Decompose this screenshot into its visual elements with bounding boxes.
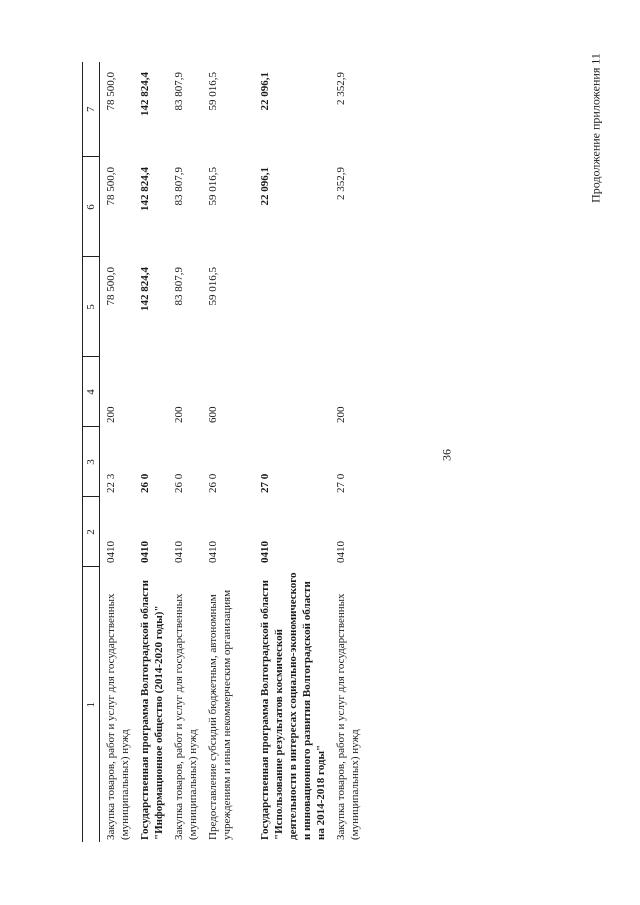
header-cell: 1 [83, 567, 100, 842]
page-number: 36 [439, 449, 454, 461]
row-program: 27 0 [335, 473, 347, 493]
row-section: 0410 [173, 541, 185, 563]
row-amount-col7: 83 807,9 [173, 72, 185, 111]
spacer-cell [236, 62, 254, 842]
row-program: 26 0 [139, 473, 151, 493]
row-amount-col6: 2 352,9 [335, 167, 347, 200]
header-cell: 6 [83, 157, 100, 257]
row-expense-type [254, 357, 330, 427]
header-cell: 7 [83, 62, 100, 157]
row-expense-type: 200 [105, 406, 117, 423]
row-amount-col5: 142 824,4 [139, 267, 151, 311]
table-row [254, 62, 330, 842]
row-amount-col6: 78 500,0 [105, 167, 117, 206]
table-row [134, 62, 168, 842]
header-row [83, 62, 100, 842]
row-amount-col6: 142 824,4 [139, 167, 151, 211]
row-amount-col5 [330, 257, 364, 357]
table-row [168, 62, 202, 842]
row-program: 22 3 [105, 473, 117, 493]
table-row [202, 62, 236, 842]
row-name: Закупка товаров, работ и услуг для государственных (муниципальных) нужд [173, 593, 199, 840]
row-name: Предоставление субсидий бюджетным, автономным учреждениям и иным некоммерческим организациям [207, 589, 233, 840]
row-program: 26 0 [173, 473, 185, 493]
row-amount-col7: 2 352,9 [335, 72, 347, 105]
header-cell: 2 [83, 497, 100, 567]
header-cell: 4 [83, 357, 100, 427]
row-name: Государственная программа Волгоградской области "Использование результатов космической деятельности в интересах социально-экономического и инновационного развития Волгоградской области на 2014-2018 годы" [259, 572, 327, 840]
row-amount-col6: 22 096,1 [259, 167, 271, 206]
row-section: 0410 [139, 541, 151, 563]
spacer-row [236, 62, 254, 842]
row-amount-col5 [254, 257, 330, 357]
row-name: Государственная программа Волгоградской области "Информационное общество (2014-2020 годы)" [139, 580, 165, 840]
continuation-label: Продолжение приложения 11 [588, 53, 603, 203]
header-cell: 3 [83, 427, 100, 497]
row-program: 27 0 [259, 473, 271, 493]
budget-table [82, 62, 364, 842]
row-amount-col7: 22 096,1 [259, 72, 271, 111]
row-amount-col5: 59 016,5 [207, 267, 219, 306]
row-name: Закупка товаров, работ и услуг для государственных (муниципальных) нужд [105, 593, 131, 840]
row-amount-col7: 142 824,4 [139, 72, 151, 116]
row-amount-col6: 83 807,9 [173, 167, 185, 206]
row-section: 0410 [335, 541, 347, 563]
row-expense-type: 200 [173, 406, 185, 423]
row-amount-col7: 78 500,0 [105, 72, 117, 111]
row-section: 0410 [259, 541, 271, 563]
row-expense-type: 200 [335, 406, 347, 423]
header-cell: 5 [83, 257, 100, 357]
row-name: Закупка товаров, работ и услуг для государственных (муниципальных) нужд [335, 593, 361, 840]
table-row [330, 62, 364, 842]
table-row [100, 62, 135, 842]
row-section: 0410 [207, 541, 219, 563]
row-amount-col7: 59 016,5 [207, 72, 219, 111]
row-amount-col5: 78 500,0 [105, 267, 117, 306]
rotated-table-container [82, 62, 364, 842]
row-section: 0410 [105, 541, 117, 563]
row-program: 26 0 [207, 473, 219, 493]
row-expense-type [134, 357, 168, 427]
row-amount-col5: 83 807,9 [173, 267, 185, 306]
row-expense-type: 600 [207, 406, 219, 423]
row-amount-col6: 59 016,5 [207, 167, 219, 206]
